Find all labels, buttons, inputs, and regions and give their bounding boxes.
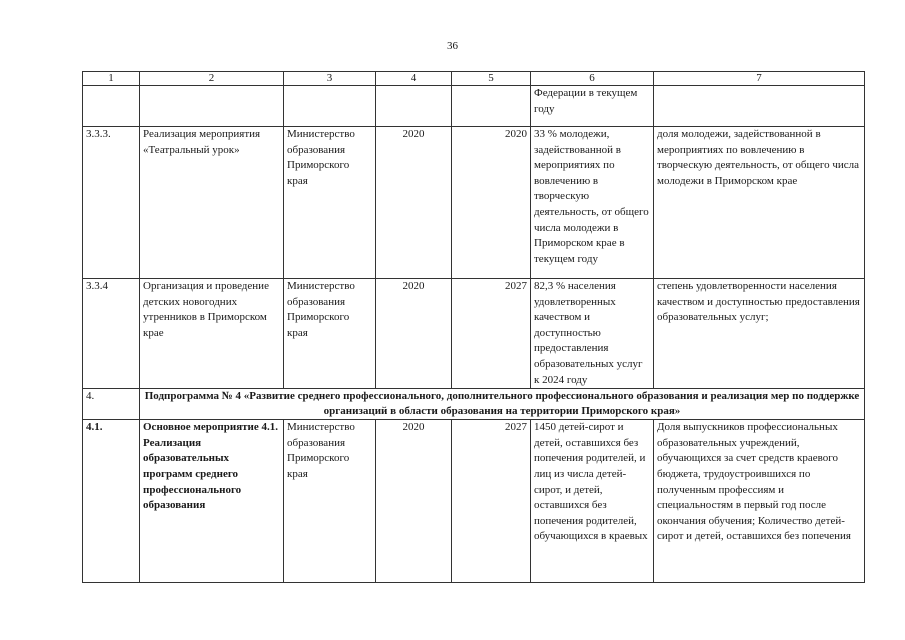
row-number: 3.3.3.: [83, 127, 140, 279]
column-number: 5: [452, 72, 531, 86]
row-number: 4.1.: [83, 420, 140, 583]
expected-result: Федерации в текущем году: [531, 86, 654, 127]
start-year: 2020: [376, 127, 452, 279]
start-year: 2020: [376, 279, 452, 389]
column-number: 7: [654, 72, 865, 86]
end-year: 2020: [452, 127, 531, 279]
table-row: [83, 279, 865, 389]
program-table: [82, 71, 865, 583]
expected-result: 1450 детей-сирот и детей, оставшихся без попечения родителей, и лиц из числа детей-сирот, и детей, оставшихся без попечения родителей, обучающихся в краевых: [531, 420, 654, 583]
end-year: [452, 86, 531, 127]
executor: Министерство образования Приморского края: [284, 420, 376, 583]
end-year: 2027: [452, 279, 531, 389]
executor: [284, 86, 376, 127]
column-number: 4: [376, 72, 452, 86]
table-row: [83, 127, 865, 279]
indicator: [654, 86, 865, 127]
start-year: [376, 86, 452, 127]
activity-name: Основное мероприятие 4.1. Реализация образовательных программ среднего профессионального образования: [140, 420, 284, 583]
end-year: 2027: [452, 420, 531, 583]
table-row: [83, 420, 865, 583]
subprogram-number: 4.: [83, 389, 140, 420]
row-number: [83, 86, 140, 127]
subprogram-row: [83, 389, 865, 420]
table-row: [83, 86, 865, 127]
row-number: 3.3.4: [83, 279, 140, 389]
activity-name: Организация и проведение детских новогодних утренников в Приморском крае: [140, 279, 284, 389]
start-year: 2020: [376, 420, 452, 583]
page-number: 36: [447, 40, 458, 52]
column-number: 6: [531, 72, 654, 86]
column-number-row: [83, 72, 865, 86]
executor: Министерство образования Приморского края: [284, 127, 376, 279]
subprogram-title: Подпрограмма № 4 «Развитие среднего профессионального, дополнительного профессионального образования и реализация мер по поддержке организаций в области образования на территории Приморского края»: [140, 389, 865, 420]
column-number: 3: [284, 72, 376, 86]
indicator: степень удовлетворенности населения качеством и доступностью предоставления образовательных услуг;: [654, 279, 865, 389]
executor: Министерство образования Приморского края: [284, 279, 376, 389]
column-number: 1: [83, 72, 140, 86]
column-number: 2: [140, 72, 284, 86]
indicator: Доля выпускников профессиональных образовательных учреждений, обучающихся за счет средств краевого бюджета, трудоустроившихся по полученным профессиям и специальностям в первый год после окончания обучения; Количество детей-сирот и детей, оставшихся без попечения: [654, 420, 865, 583]
indicator: доля молодежи, задействованной в мероприятиях по вовлечению в творческую деятельность, от общего числа молодежи в Приморском крае: [654, 127, 865, 279]
activity-name: [140, 86, 284, 127]
expected-result: 33 % молодежи, задействованной в мероприятиях по вовлечению в творческую деятельность, от общего числа молодежи в Приморском крае в текущем году: [531, 127, 654, 279]
expected-result: 82,3 % населения удовлетворенных качеством и доступностью предоставления образовательных услуг к 2024 году: [531, 279, 654, 389]
activity-name: Реализация мероприятия «Театральный урок»: [140, 127, 284, 279]
